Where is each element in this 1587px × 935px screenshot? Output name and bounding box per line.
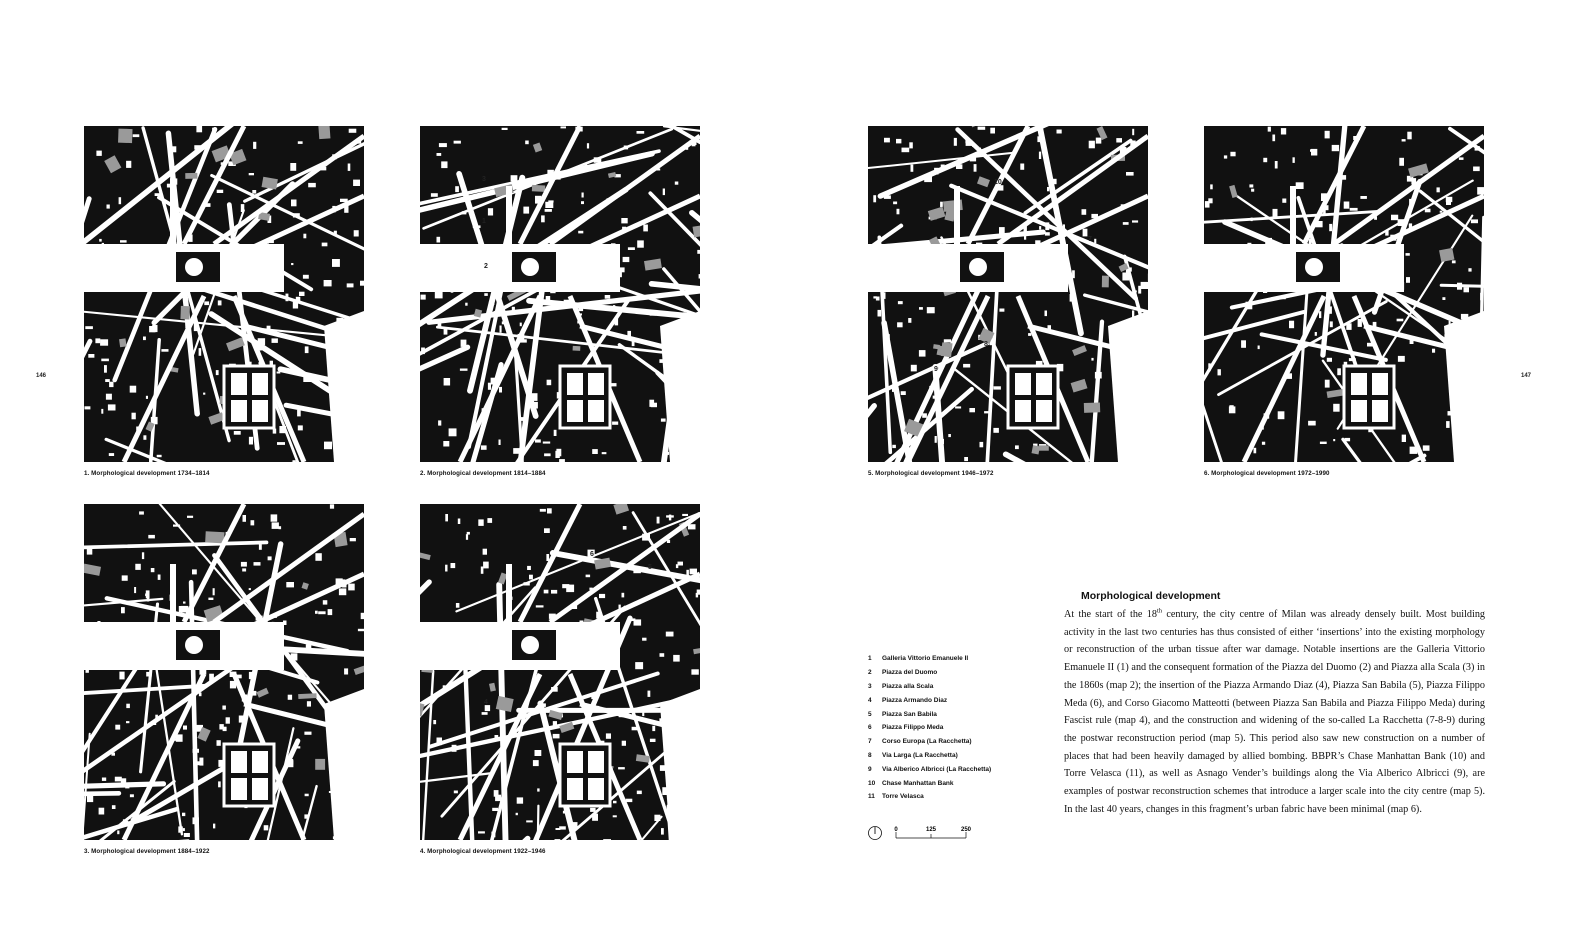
map-1-figure <box>84 126 364 462</box>
map-5-caption: 5. Morphological development 1946–1972 <box>868 470 994 477</box>
map-6-caption: 6. Morphological development 1972–1990 <box>1204 470 1330 477</box>
legend-item <box>868 652 1068 666</box>
legend-item <box>868 735 1068 749</box>
map-label: 3 <box>482 176 486 183</box>
legend-number: 1 <box>868 655 872 663</box>
map-label: 7 <box>1088 236 1092 243</box>
map-label: 6 <box>590 551 594 558</box>
legend-number: 7 <box>868 738 872 746</box>
scale-bar <box>868 824 988 844</box>
legend-number: 10 <box>868 779 876 787</box>
legend-item <box>868 666 1068 680</box>
article-superscript: th <box>1156 607 1163 615</box>
legend-number: 4 <box>868 696 872 704</box>
legend-number: 9 <box>868 765 872 773</box>
map-3-figure <box>84 504 364 840</box>
legend-label: Torre Velasca <box>882 793 924 801</box>
legend-label: Via Larga (La Racchetta) <box>882 751 958 759</box>
map-1 <box>84 126 364 462</box>
map-label: 5 <box>648 564 652 571</box>
scale-tick-125: 125 <box>925 827 937 833</box>
legend-number: 3 <box>868 682 872 690</box>
legend-label: Galleria Vittorio Emanuele II <box>882 655 969 663</box>
page-number-right: 147 <box>1521 373 1532 379</box>
left-page <box>0 0 793 935</box>
legend-label: Chase Manhattan Bank <box>882 779 954 787</box>
map-1-caption: 1. Morphological development 1734–1814 <box>84 470 210 477</box>
legend-label: Corso Europa (La Racchetta) <box>882 738 972 746</box>
legend-number: 2 <box>868 669 872 677</box>
legend-label: Piazza Armando Diaz <box>882 696 948 704</box>
legend-label: Piazza alla Scala <box>882 682 934 690</box>
article-text-start: At the start of the 18 <box>1064 609 1157 620</box>
legend-item <box>868 790 1068 804</box>
map-3 <box>84 504 364 840</box>
north-arrow-icon <box>869 827 882 840</box>
legend-number: 8 <box>868 751 872 759</box>
legend-item <box>868 749 1068 763</box>
map-label: 4 <box>484 699 488 706</box>
map-4-figure <box>420 504 700 840</box>
map-2-caption: 2. Morphological development 1814–1884 <box>420 470 546 477</box>
legend-label: Piazza Filippo Meda <box>882 724 944 732</box>
map-2-figure <box>420 126 700 462</box>
map-2 <box>420 126 700 462</box>
article-body <box>1064 606 1485 818</box>
map-label: 9 <box>934 366 938 373</box>
legend-item <box>868 762 1068 776</box>
right-page <box>794 0 1587 935</box>
article <box>1064 590 1485 818</box>
legend-number: 11 <box>868 793 875 801</box>
legend-item <box>868 693 1068 707</box>
legend-label: Piazza del Duomo <box>882 669 938 677</box>
legend-number: 6 <box>868 724 872 732</box>
map-3-caption: 3. Morphological development 1884–1922 <box>84 848 210 855</box>
map-5 <box>868 126 1148 462</box>
legend-item <box>868 721 1068 735</box>
article-text-rest: century, the city centre of Milan was already densely built. Most building activity in the last two centuries has thus consisted of either ‘insertions’ into the existing morphology or reconstruction of the urban tissue after war damage. Notable insertions are the Galleria Vittorio Emanuele II (1) and the consequent formation of the Piazza del Duomo (2) and Piazza alla Scala (3) in the 1860s (map 2); the insertion of the Piazza Armando Diaz (4), Piazza San Babila (5), Piazza Filippo Meda (6), and Corso Giacomo Matteotti (between Piazza San Babila and Piazza Filippo Meda) during Fascist rule (map 4), and the construction and widening of the so-called La Racchetta (7-8-9) during the postwar reconstruction period (map 5). This period also saw new construction on a number of places that had been heavily damaged by allied bombing. BBPR’s Chase Manhattan Bank (10) and Torre Velasca (11), as well as Asnago Vender’s buildings along the Via Alberico Albricci (9), are examples of postwar reconstruction schemes that introduce a larger scale into the city centre (map 5). In the last 40 years, changes in this fragment’s urban fabric have been minimal (map 6). <box>1064 609 1486 815</box>
legend-label: Via Alberico Albricci (La Racchetta) <box>882 765 992 773</box>
map-4 <box>420 504 700 840</box>
page-number-left: 146 <box>36 373 47 379</box>
map-label: 1 <box>482 218 486 225</box>
legend-item <box>868 680 1068 694</box>
scale-tick-0: 0 <box>894 827 898 833</box>
article-heading: Morphological development <box>1081 590 1221 602</box>
legend-item <box>868 707 1068 721</box>
map-4-caption: 4. Morphological development 1922–1946 <box>420 848 546 855</box>
legend-item <box>868 776 1068 790</box>
map-label: 10 <box>994 179 1002 186</box>
map-6-figure <box>1204 126 1484 462</box>
legend-number: 5 <box>868 710 872 718</box>
legend-label: Piazza San Babila <box>882 710 937 718</box>
map-6 <box>1204 126 1484 462</box>
map-label: 2 <box>484 263 488 270</box>
scale-tick-250: 250 <box>960 827 972 833</box>
map-label: 8 <box>984 341 988 348</box>
map-legend <box>868 652 1068 804</box>
map-5-figure <box>868 126 1148 462</box>
